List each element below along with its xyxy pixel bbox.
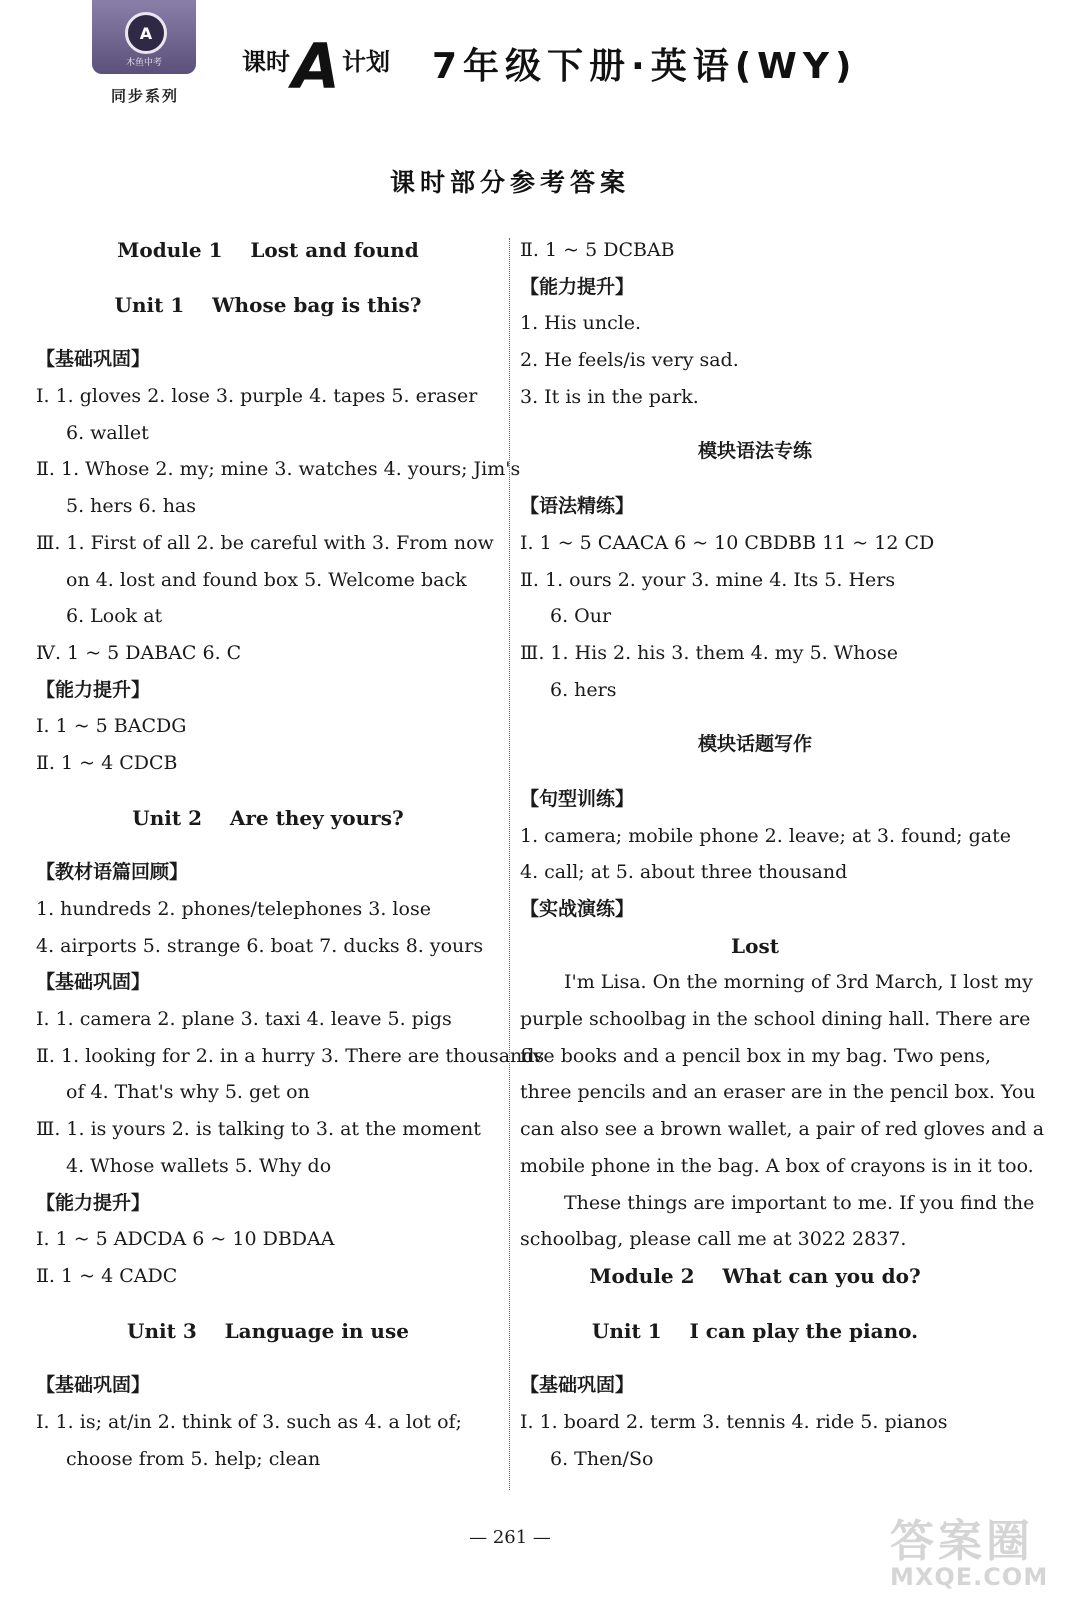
section-heading: Unit 1 I can play the piano. (591, 1318, 919, 1343)
answer-line: Ⅰ. 1. is; at/in 2. think of 3. such as 4. a lot of; (36, 1410, 462, 1433)
section-heading: 模块话题写作 (697, 733, 812, 756)
answer-line: 6. hers (550, 678, 617, 701)
column-divider (509, 238, 510, 1490)
section-heading: Unit 1 Whose bag is this? (114, 292, 422, 317)
essay-line: five books and a pencil box in my bag. Two pens, (520, 1044, 992, 1067)
answer-line: 1. camera; mobile phone 2. leave; at 3. found; gate (520, 824, 1011, 847)
page-header (0, 0, 1088, 130)
essay-line: I'm Lisa. On the morning of 3rd March, I lost my (564, 971, 1033, 994)
publisher-badge (92, 0, 196, 74)
answer-line: Ⅲ. 1. is yours 2. is talking to 3. at the moment (36, 1118, 481, 1141)
badge-logo-icon: A (125, 12, 167, 54)
section-heading: Module 1 Lost and found (117, 238, 419, 262)
answer-line: 6. wallet (66, 421, 149, 444)
exercise-tag: 【基础巩固】 (36, 971, 151, 994)
exercise-tag: 【教材语篇回顾】 (36, 861, 189, 884)
watermark-bottom: MXQE.COM (890, 1563, 1049, 1591)
page-number: — 261 — (469, 1527, 551, 1548)
answer-line: of 4. That's why 5. get on (66, 1081, 310, 1104)
exercise-tag: 【实战演练】 (520, 898, 635, 920)
answer-line: 6. Look at (66, 605, 163, 628)
section-heading: Module 2 What can you do? (589, 1263, 921, 1288)
answer-line: Ⅰ. 1. camera 2. plane 3. taxi 4. leave 5. pigs (36, 1008, 452, 1031)
answer-line: Ⅲ. 1. First of all 2. be careful with 3. From now (36, 531, 494, 554)
answer-line: Ⅱ. 1 ~ 5 DCBAB (520, 239, 675, 261)
answer-line: Ⅰ. 1 ~ 5 BACDG (36, 715, 187, 738)
essay-line: purple schoolbag in the school dining hall. There are (520, 1008, 1031, 1031)
brand-right: 计划 (341, 48, 390, 76)
answer-line: Ⅰ. 1 ~ 5 CAACA 6 ~ 10 CBDBB 11 ~ 12 CD (520, 531, 935, 554)
exercise-tag: 【基础巩固】 (36, 1374, 151, 1397)
answer-line: Ⅰ. 1. gloves 2. lose 3. purple 4. tapes 5. eraser (36, 385, 478, 408)
answer-line: 4. airports 5. strange 6. boat 7. ducks 8. yours (36, 934, 484, 957)
essay-line: can also see a brown wallet, a pair of red gloves and a (520, 1118, 1045, 1141)
exercise-tag: 【能力提升】 (520, 275, 635, 298)
brand-left: 课时 (242, 48, 290, 76)
exercise-tag: 【能力提升】 (36, 678, 151, 701)
section-heading: Unit 2 Are they yours? (132, 805, 404, 830)
answer-line: Ⅱ. 1 ~ 4 CDCB (36, 751, 178, 774)
page-title: 课时部分参考答案 (389, 168, 630, 197)
answer-line: Ⅲ. 1. His 2. his 3. them 4. my 5. Whose (520, 641, 898, 664)
essay-line: mobile phone in the bag. A box of crayons is in it too. (520, 1154, 1034, 1177)
exercise-tag: 【基础巩固】 (36, 348, 151, 371)
answer-line: Ⅱ. 1. Whose 2. my; mine 3. watches 4. yours; Jim's (36, 458, 521, 481)
badge-text: 木鱼中考 (125, 58, 162, 68)
watermark-top: 答案圈 (890, 1516, 1034, 1567)
answer-line: 2. He feels/is very sad. (520, 349, 739, 372)
answer-line: 3. It is in the park. (520, 385, 699, 408)
essay-line: These things are important to me. If you find the (564, 1191, 1035, 1214)
answer-line: Ⅱ. 1. ours 2. your 3. mine 4. Its 5. Hers (520, 568, 896, 591)
answer-line: 4. call; at 5. about three thousand (520, 861, 848, 884)
exercise-tag: 【能力提升】 (36, 1191, 151, 1214)
answer-line: Ⅰ. 1 ~ 5 ADCDA 6 ~ 10 DBDAA (36, 1228, 335, 1251)
right-column (520, 232, 1045, 1477)
book-title: 7年级下册·英语(WY) (432, 46, 858, 87)
answer-line: on 4. lost and found box 5. Welcome back (66, 568, 467, 591)
section-heading: Unit 3 Language in use (127, 1318, 409, 1343)
brand-big-letter: A (292, 30, 340, 103)
answer-line: 5. hers 6. has (66, 495, 197, 518)
answer-line: 1. His uncle. (520, 312, 642, 335)
exercise-tag: 【句型训练】 (520, 787, 635, 810)
exercise-tag: 【语法精练】 (520, 495, 635, 518)
essay-line: three pencils and an eraser are in the pencil box. You (520, 1081, 1036, 1104)
answer-line: 6. Our (550, 605, 612, 628)
left-column (36, 232, 545, 1477)
section-heading: Lost (731, 933, 779, 958)
series-label: 同步系列 (110, 87, 179, 105)
section-heading: 模块语法专练 (697, 440, 812, 463)
answer-line: Ⅰ. 1. board 2. term 3. tennis 4. ride 5. pianos (520, 1410, 948, 1433)
answer-line: Ⅱ. 1 ~ 4 CADC (36, 1264, 178, 1287)
answer-line: 6. Then/So (550, 1447, 654, 1470)
answer-line: 4. Whose wallets 5. Why do (66, 1154, 332, 1177)
answer-line: Ⅱ. 1. looking for 2. in a hurry 3. There are thousands (36, 1044, 545, 1067)
watermark-logo (890, 1505, 1070, 1590)
answer-line: choose from 5. help; clean (66, 1447, 321, 1470)
answer-line: 1. hundreds 2. phones/telephones 3. lose (36, 898, 431, 920)
answer-line: Ⅳ. 1 ~ 5 DABAC 6. C (36, 641, 242, 664)
brand-logo (242, 30, 390, 103)
exercise-tag: 【基础巩固】 (520, 1374, 635, 1397)
essay-line: schoolbag, please call me at 3022 2837. (520, 1228, 907, 1251)
